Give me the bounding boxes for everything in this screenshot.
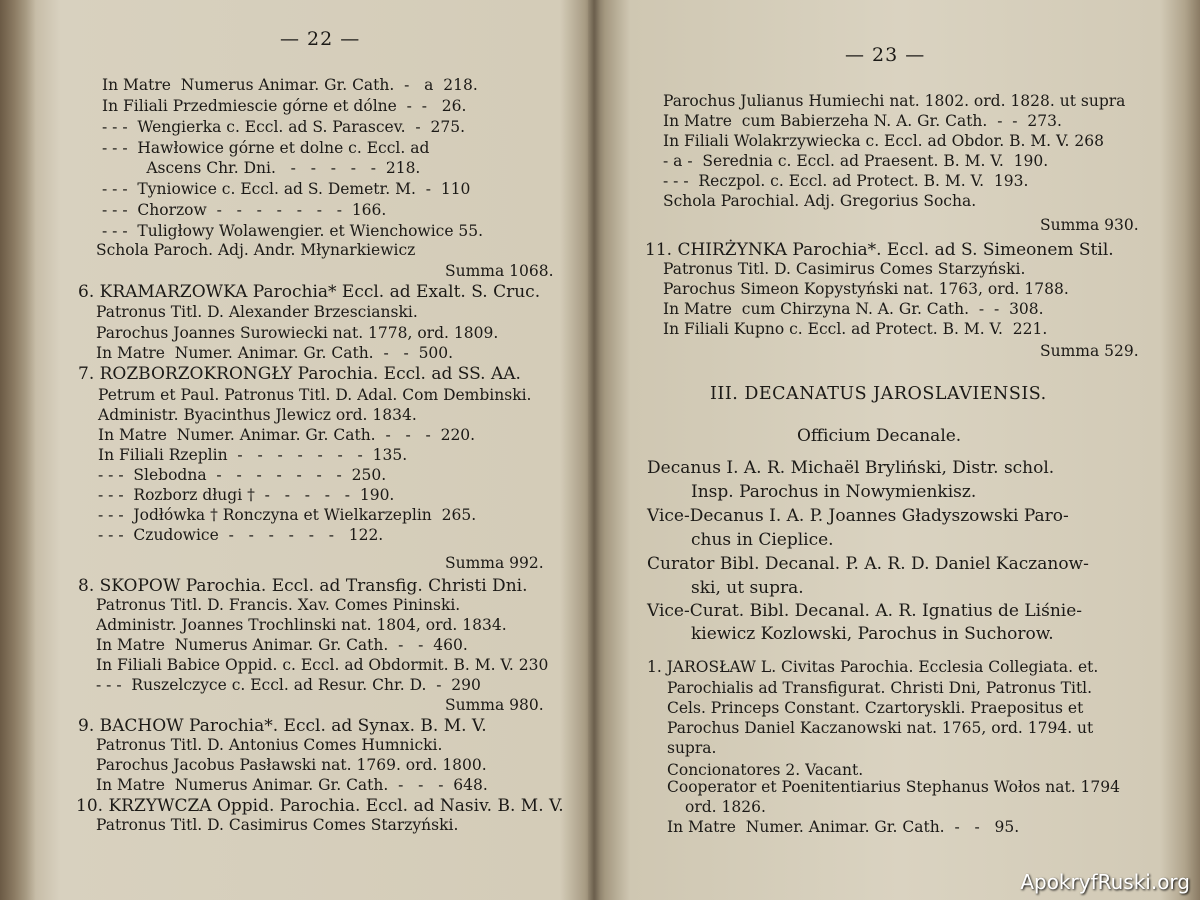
page-number: — 22 — (280, 28, 361, 50)
text-line: Patronus Titl. D. Antonius Comes Humnicki. (96, 736, 443, 754)
text-line: - - - Tuligłowy Wolawengier. et Wienchowice 55. (102, 222, 484, 240)
text-line: In Matre Numer. Animar. Gr. Cath. - - - 220. (98, 426, 476, 444)
text-line: - - - Wengierka c. Eccl. ad S. Parascev. - 275. (102, 118, 466, 136)
text-line: Schola Parochial. Adj. Gregorius Socha. (663, 192, 977, 210)
parish-heading: 9. BACHOW Parochia*. Eccl. ad Synax. B. M. V. (78, 716, 487, 736)
summa-line: Summa 992. (445, 554, 544, 572)
watermark: ApokryfRuski.org (1020, 870, 1190, 894)
text-line: Administr. Joannes Trochlinski nat. 1804, ord. 1834. (96, 616, 507, 634)
text-line: Ascens Chr. Dni. - - - - - 218. (102, 159, 421, 177)
text-line: In Filiali Babice Oppid. c. Eccl. ad Obdormit. B. M. V. 230 (96, 656, 549, 674)
text-line: In Matre Numer. Animar. Gr. Cath. - - 95. (667, 818, 1020, 836)
text-line: - - - Reczpol. c. Eccl. ad Protect. B. M. V. 193. (663, 172, 1029, 190)
text-line: - - - Tyniowice c. Eccl. ad S. Demetr. M. - 110 (102, 180, 471, 198)
section-heading: III. DECANATUS JAROSLAVIENSIS. (710, 384, 1047, 404)
text-line: - a - Serednia c. Eccl. ad Praesent. B. M. V. 190. (663, 152, 1049, 170)
text-line: - - - Slebodna - - - - - - - 250. (98, 466, 387, 484)
text-line: Parochialis ad Transfigurat. Christi Dni, Patronus Titl. (667, 679, 1093, 697)
text-line: Curator Bibl. Decanal. P. A. R. D. Daniel Kaczanow- (647, 554, 1089, 574)
text-line: Patronus Titl. D. Casimirus Comes Starzyński. (663, 260, 1026, 278)
text-line: In Matre cum Chirzyna N. A. Gr. Cath. - - 308. (663, 300, 1044, 318)
text-line: - - - Ruszelczyce c. Eccl. ad Resur. Chr. D. - 290 (96, 676, 481, 694)
parish-heading: 6. KRAMARZOWKA Parochia* Eccl. ad Exalt. S. Cruc. (78, 282, 541, 302)
text-line: Parochus Julianus Humiechi nat. 1802. ord. 1828. ut supra (663, 92, 1126, 110)
text-line: In Matre cum Babierzeha N. A. Gr. Cath. - - 273. (663, 112, 1062, 130)
book-spine (588, 0, 600, 900)
text-line: supra. (667, 739, 717, 757)
text-line: In Filiali Wolakrzywiecka c. Eccl. ad Obdor. B. M. V. 268 (663, 132, 1104, 150)
parish-heading: 11. CHIRŻYNKA Parochia*. Eccl. ad S. Simeonem Stil. (645, 240, 1114, 260)
right-page (635, 0, 1150, 900)
text-line: - - - Chorzow - - - - - - - 166. (102, 201, 387, 219)
text-line: Insp. Parochus in Nowymienkisz. (691, 482, 977, 502)
text-line: - - - Rozborz długi † - - - - - 190. (98, 486, 395, 504)
summa-line: Summa 980. (445, 696, 544, 714)
left-page (70, 0, 575, 900)
text-line: Patronus Titl. D. Alexander Brzescianski. (96, 303, 418, 321)
summa-line: Summa 1068. (445, 262, 554, 280)
text-line: - - - Hawłowice górne et dolne c. Eccl. ad (102, 139, 430, 157)
parish-heading: 10. KRZYWCZA Oppid. Parochia. Eccl. ad Nasiv. B. M. V. (76, 796, 564, 816)
text-line: Cooperator et Poenitentiarius Stephanus Wołos nat. 1794 (667, 778, 1120, 796)
text-line: In Filiali Przedmiescie górne et dólne - - 26. (102, 97, 467, 115)
text-line: ski, ut supra. (691, 578, 804, 598)
text-line: Cels. Princeps Constant. Czartoryskli. Praepositus et (667, 699, 1084, 717)
text-line: Parochus Jacobus Pasławski nat. 1769. ord. 1800. (96, 756, 487, 774)
text-line: Administr. Byacinthus Jlewicz ord. 1834. (98, 406, 417, 424)
text-line: Parochus Joannes Surowiecki nat. 1778, ord. 1809. (96, 324, 499, 342)
text-line: Concionatores 2. Vacant. (667, 761, 864, 779)
text-line: - - - Jodłówka † Ronczyna et Wielkarzeplin 265. (98, 506, 477, 524)
text-line: In Matre Numerus Animar. Gr. Cath. - a 218. (102, 76, 478, 94)
text-line: Schola Paroch. Adj. Andr. Młynarkiewicz (96, 241, 416, 259)
text-line: In Matre Numer. Animar. Gr. Cath. - - 500. (96, 344, 454, 362)
summa-line: Summa 529. (1040, 342, 1139, 360)
text-line: Petrum et Paul. Patronus Titl. D. Adal. Com Dembinski. (98, 386, 532, 404)
text-line: In Filiali Rzeplin - - - - - - - 135. (98, 446, 408, 464)
text-line: In Matre Numerus Animar. Gr. Cath. - - - 648. (96, 776, 488, 794)
text-line: Patronus Titl. D. Casimirus Comes Starzyński. (96, 816, 459, 834)
text-line: ord. 1826. (685, 798, 766, 816)
summa-line: Summa 930. (1040, 216, 1139, 234)
text-line: - - - Czudowice - - - - - - 122. (98, 526, 384, 544)
parish-heading: 8. SKOPOW Parochia. Eccl. ad Transfig. Christi Dni. (78, 576, 528, 596)
text-line: Vice-Decanus I. A. P. Joannes Gładyszowski Paro- (647, 506, 1069, 526)
text-line: kiewicz Kozlowski, Parochus in Suchorow. (691, 624, 1054, 644)
text-line: chus in Cieplice. (691, 530, 834, 550)
parish-heading: 7. ROZBORZOKRONGŁY Parochia. Eccl. ad SS. AA. (78, 364, 521, 384)
text-line: Patronus Titl. D. Francis. Xav. Comes Pininski. (96, 596, 461, 614)
subsection-heading: Officium Decanale. (797, 426, 962, 446)
text-line: Parochus Daniel Kaczanowski nat. 1765, ord. 1794. ut (667, 719, 1094, 737)
page-number: — 23 — (845, 44, 926, 66)
text-line: In Matre Numerus Animar. Gr. Cath. - - 460. (96, 636, 468, 654)
text-line: In Filiali Kupno c. Eccl. ad Protect. B. M. V. 221. (663, 320, 1048, 338)
text-line: Decanus I. A. R. Michaël Bryliński, Distr. schol. (647, 458, 1055, 478)
text-line: Vice-Curat. Bibl. Decanal. A. R. Ignatius de Liśnie- (647, 601, 1083, 621)
parish-heading: 1. JAROSŁAW L. Civitas Parochia. Ecclesia Collegiata. et. (647, 658, 1099, 676)
text-line: Parochus Simeon Kopystyński nat. 1763, ord. 1788. (663, 280, 1069, 298)
